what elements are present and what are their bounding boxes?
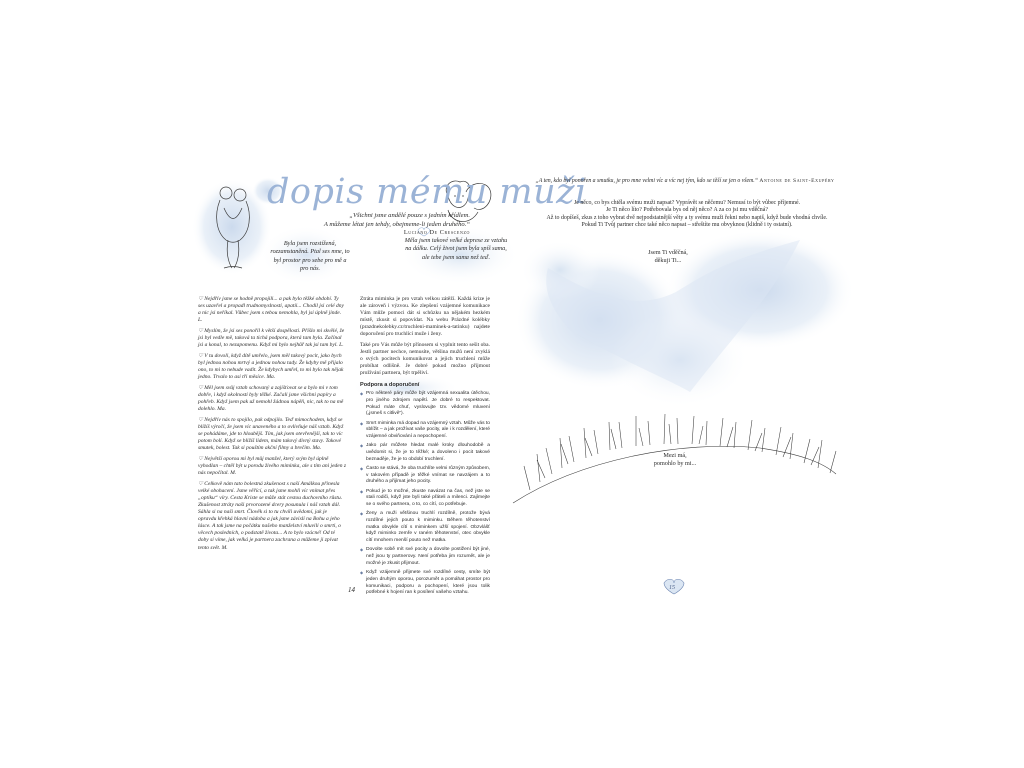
quote-line-2: A můžeme létat jen tehdy, obejmeme-li jeden druhého.“ — [323, 220, 470, 228]
bullet-item: ◆ Když vzájemně přijmete své rozdílné cesty, smíte být jeden druhým oporou, porozumět a pomáhat prostor pro komunikaci, podporu a pochopení, které jsou tolik potřebné k hojení ran k posílení vašeho vztahu. — [360, 570, 490, 597]
bullet-item: ◆ Často se stává, že oba truchlíte velmi různým způsobem, v takovém případě je těžké vnímat se navzájem a to druhého a přijímat jeho pocity. — [360, 466, 490, 486]
right-epigraph-author: Antoine de Saint-Exupéry — [759, 178, 835, 184]
page-number-left: 14 — [348, 586, 355, 594]
prompt-line: Až to dopíšeš, zkus z toho vybrat dvě nejpodstatnější věty a ty svému muži řekni nebo napiš, když bude vhodná chvíle. — [546, 214, 828, 221]
page-number-right: 15 — [669, 585, 675, 591]
prompt-line: Je Ti něco líto? Potřebovala bys od něj něco? A za co jsi mu vděčná? — [606, 207, 768, 214]
writing-prompts — [532, 200, 842, 230]
help-prompt — [645, 452, 705, 467]
quote-line-1: „Všichni jsme andělé pouze s jedním křídlem. — [349, 212, 470, 219]
bullet-item: ◆ Pokud je to možné, zkuste navázat na čas, než jste se stali rodiči, když jste byli také přáteli a milenci. Zajímejte se o svého partnera, o to, co cítí, co potřebuje. — [360, 489, 490, 509]
testimony-paragraph: ♡ Největší oporou mi byl můj manžel, který svým byl úplně vyhodlan – chtěl být u porodu živého miminka, ale s tím ani jeden z nás nepočítal. M. — [198, 455, 346, 477]
testimonies-column — [198, 296, 346, 555]
testimony-paragraph: ♡ Nejdřív nás to spojilo, pak odpojilo. Teď mimochodem, když se bližíš výročí, že jsem víc unaveného a to ovlivňuje náš vztah. Když se pohádáme, jde to hloubějš. Tím, jak jsem otevřenější, tak to víc potom bolí. Když se bližíš lidem, mám takový divný stavy. Takové smutek, bolest. Tak si pouštím akční filmy a brečím. Ma. — [198, 416, 344, 452]
page-title: dopis mému muži — [267, 172, 587, 212]
right-epigraph — [530, 178, 840, 186]
section-heading: Podpora a doporučení — [360, 382, 420, 389]
help-line-1: Mezi má, — [663, 452, 687, 459]
quote-author: Luciano De Crescenzo — [403, 229, 470, 237]
testimony-paragraph: ♡ Myslím, že jsi ses ponořil k větší dospělosti. Přišlo mi skvělé, že jsi byl vedle mě, taková ta tichá podpora, která tam byla. Začínal jsi a konal, to nezapomenu. Když mi bylo nejhůř tak jsi tam byl. L. — [198, 327, 345, 349]
prompt-line: Je něco, co bys chtěla svému muži napsat? Vyprávět se něčemu? Nemusí to být vůbec příjemné. — [573, 200, 801, 206]
testimony-paragraph: ♡ Nejdřív jsme se hodně propojili... a pak bylo těžké období. Ty ses uzavřel a propadl trudnomyslnosti, apatii... Chodil jsi celé dny a nic jsi neříkal. Vůbec jsem s tebou nemohla, byl jsi úplně jinde. L. — [198, 296, 344, 324]
testimony-bubble-right: Měla jsem takové velké deprese ze vztahu na dálku. Celý život jsem byla spíš sama, ale tebe jsem sama než teď. — [404, 237, 508, 261]
bullet-item: ◆ Jako pár můžete hledat malé kroky dlouhodobě a uvědomit si, že je to těžké; a dovoleno i pocit takové beznaděje, že je to období truchlení. — [360, 443, 490, 463]
bullet-item: ◆ Ženy a muži většinou truchlí rozdílně, protože bývá rozdílné jejich pouto k miminku. Během těhotenství matka obvykle cítí s miminkem užší spojení. Obzvlášť když miminko zemře v raném těhotenství, otec obvykle cítí mnohem menší pouto než matka. — [360, 511, 490, 545]
bullet-item: ◆ Pro některé páry může být vzájemná sexualita útěchou, pro jiného zdrojem napětí. Je dobré to respektovat. Pokud máte chuť, vyslovujte tzv. vědomé mluvení („jsmeš s citlivě“). — [360, 391, 490, 418]
advice-column — [360, 296, 490, 600]
body-paragraph: Ztráta miminka je pro vztah velkou zátěží. Každá krize je ale zároveň i výzvou. Ke zlepšení vzájemné komunikace Vám může pomoci dát si schůzku na nějakém hezkém místě, zkusit si popovídat. Na webu Prázdné kolébky (prazdnekolebky.cz/truchleni-maminek-a-tatinku) najdete doporučení pro truchlící muže i ženy. — [360, 296, 490, 338]
testimony-paragraph: ♡ V tu dovoli, když dítě umřelo, jsem měl takový pocit, jako bych byl jednou nohou mrtvý a jednou nohou tady. Že kdyby mě přijalo ono, to mi to nebude vadit. Že kdybych umřel, to mi bylo tak nějak jedno. Trvalo to asi tři měsíce. Ma. — [198, 352, 344, 381]
help-line-2: pomohlo by mi... — [653, 459, 697, 467]
testimony-paragraph: ♡ Celkově nám tato bolestná zkušenost s naší Amálkou přinesla velké obohacení. Jsme věřící, a tak jsme mohli víc vnímat přes „optiku“ víry. Cesta Kriste se může stát cestou duchovního růstu. Zkušenost ztráty naši prvorozené dcery posunula i náš vztah dál. Sáhla si na naši smrt. Člověk si to tu chvíli uvědomí, jak je opravdu křehká hlavní nádoba a jak jsme závislí na Bohu a jeho lásce. A tak jsme na počátku našeho manželství mluvili o smrti, o věcech posledních, o podstatě života... A to bylo vzácné! Od té doby si víme, jak velká je partnera zachrana a můžeme ji zpívat tento svět. M. — [198, 480, 343, 551]
epigraph-quote — [240, 212, 470, 238]
testimony-paragraph: ♡ Měl jsem svůj vztah schovaný a zajišťovat se a bylo mi v tom dobře, i když okolnosti byly těžké. Začali jsme všichni papíry a pohřeb. Když jsem pak už nemohl žádnou nápěň, nic, tak to na mě dolehlo. Ma. — [198, 384, 344, 413]
thanks-line-2: děkuji Ti... — [654, 256, 682, 264]
bullet-item: ◆ Dovolte sobě mít své pocity a dovolte postižení být jiné, než jsou ty partnerovy. Není potřeba jim rozumět, ale je možné je zkusit přijmout. — [360, 547, 490, 567]
thanks-prompt — [638, 249, 698, 264]
bullet-item: ◆ Smrt miminka má dopad na vzájemný vztah. Může vás to sblížit – a jak prožívat vaše pocity, ale i k rozdělení, které vzájemné obviňování a nepochopení. — [360, 421, 490, 441]
thanks-line-1: Jsem Ti vděčná, — [648, 249, 688, 256]
testimony-bubble-left: Byla jsem rozstížená, rozzamstaněná. Ptal ses mne, to byl prostor pro sebe pro mě a pro nás. — [270, 240, 350, 272]
body-paragraph: Také pro Vás může být přínosem si vyplnit tento sešit oba. Jestli partner nechce, nemusíte, většina mužů není zvyklá o svých pocitech komunikovat a jejich truchlení může probíhat odlišně. Je dobré pokud možno přijmout prožívání partnera, být trpěliví. — [360, 341, 490, 376]
prompt-line: Pokud Ti Tvůj partner chce také něco napsat – střeštíte mu obvyknou (klidně i ty ostatní). — [581, 222, 793, 229]
right-epigraph-text: „A ten, kdo byl ponořen a smutku, je pro mne velmi víc a víc nej tým, kdo se těší se jen o všem.“ — [535, 178, 758, 184]
